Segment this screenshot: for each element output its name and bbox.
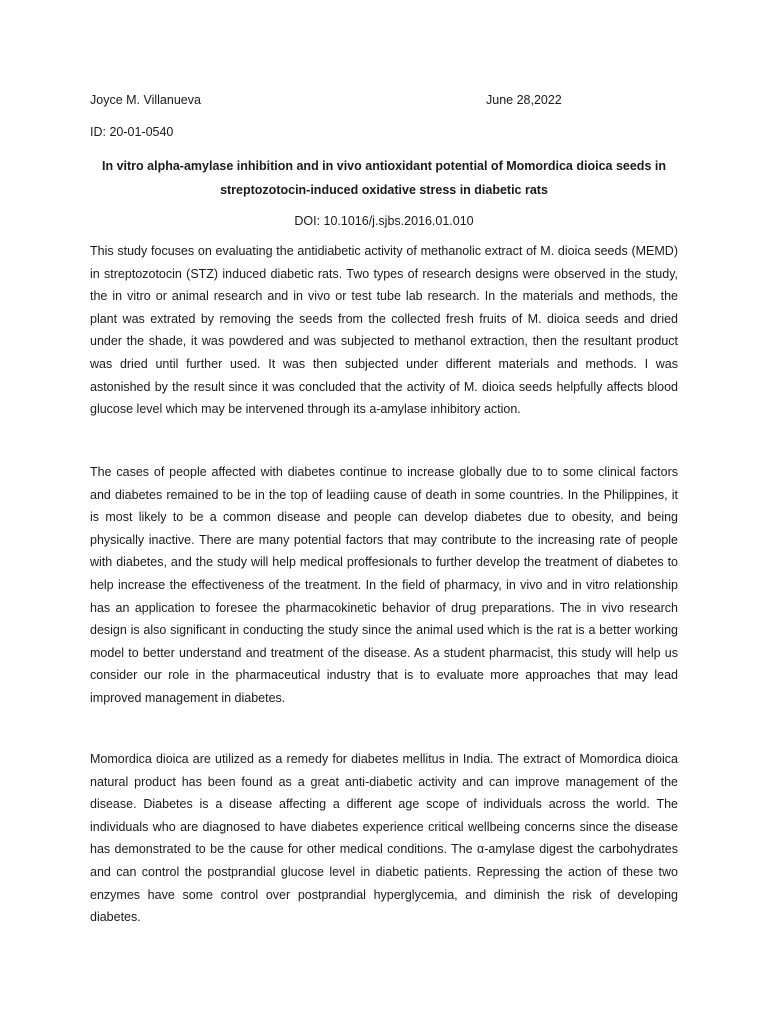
student-id: ID: 20-01-0540 (90, 125, 174, 139)
doi-line: DOI: 10.1016/j.sjbs.2016.01.010 (294, 214, 474, 228)
paragraph-relevance: The cases of people affected with diabetes continue to increase globally due to to some clinical factors and diabetes remained to be in the top of leadiing cause of death in some countries. In the Philippines, it is most likely to be a common disease and people can develop diabetes due to obesity, and being physically inactive. There are many potential factors that may contribute to the increasing rate of people with diabetes, and the study will help medical proffesionals to further develop the treatment of diabetes to help increase the effectiveness of the treatment. In the field of pharmacy, in vivo and in vitro relationship has an application to foresee the pharmacokinetic behavior of drug preparations. The in vivo research design is also significant in conducting the study since the animal used which is the rat is a better working model to better understand and treatment of the disease. As a student pharmacist, this study will help us consider our role in the pharmaceutical industry that is to evaluate more approaches that may lead improved management in diabetes. (90, 465, 678, 705)
paragraph-background: Momordica dioica are utilized as a remedy for diabetes mellitus in India. The extract of Momordica dioica natural product has been found as a great anti-diabetic activity and can improve management of the disease. Diabetes is a disease affecting a different age scope of individuals across the world. The individuals who are diagnosed to have diabetes experience critical wellbeing concerns since the disease has demonstrated to be the cause for other medical conditions. The α-amylase digest the carbohydrates and can control the postprandial glucose level in diabetic patients. Repressing the action of these two enzymes have some control over postprandial hyperglycemia, and diminish the risk of developing diabetes. (90, 752, 678, 925)
document-date: June 28,2022 (486, 93, 562, 107)
article-title: In vitro alpha-amylase inhibition and in vivo antioxidant potential of Momordica dioica seeds in streptozotocin-induced oxidative stress in diabetic rats (102, 159, 666, 197)
paragraph-summary: This study focuses on evaluating the antidiabetic activity of methanolic extract of M. dioica seeds (MEMD) in streptozotocin (STZ) induced diabetic rats. Two types of research designs were observed in the study, the in vitro or animal research and in vivo or test tube lab research. In the materials and methods, the plant was extrated by removing the seeds from the collected fresh fruits of M. dioica seeds and dried under the shade, it was powdered and was subjected to methanol extraction, then the resultant product was dried until further used. It was then subjected under different materials and methods. I was astonished by the result since it was concluded that the activity of M. dioica seeds helpfully affects blood glucose level which may be intervened through its a-amylase inhibitory action. (90, 244, 678, 417)
author-name: Joyce M. Villanueva (90, 93, 201, 107)
